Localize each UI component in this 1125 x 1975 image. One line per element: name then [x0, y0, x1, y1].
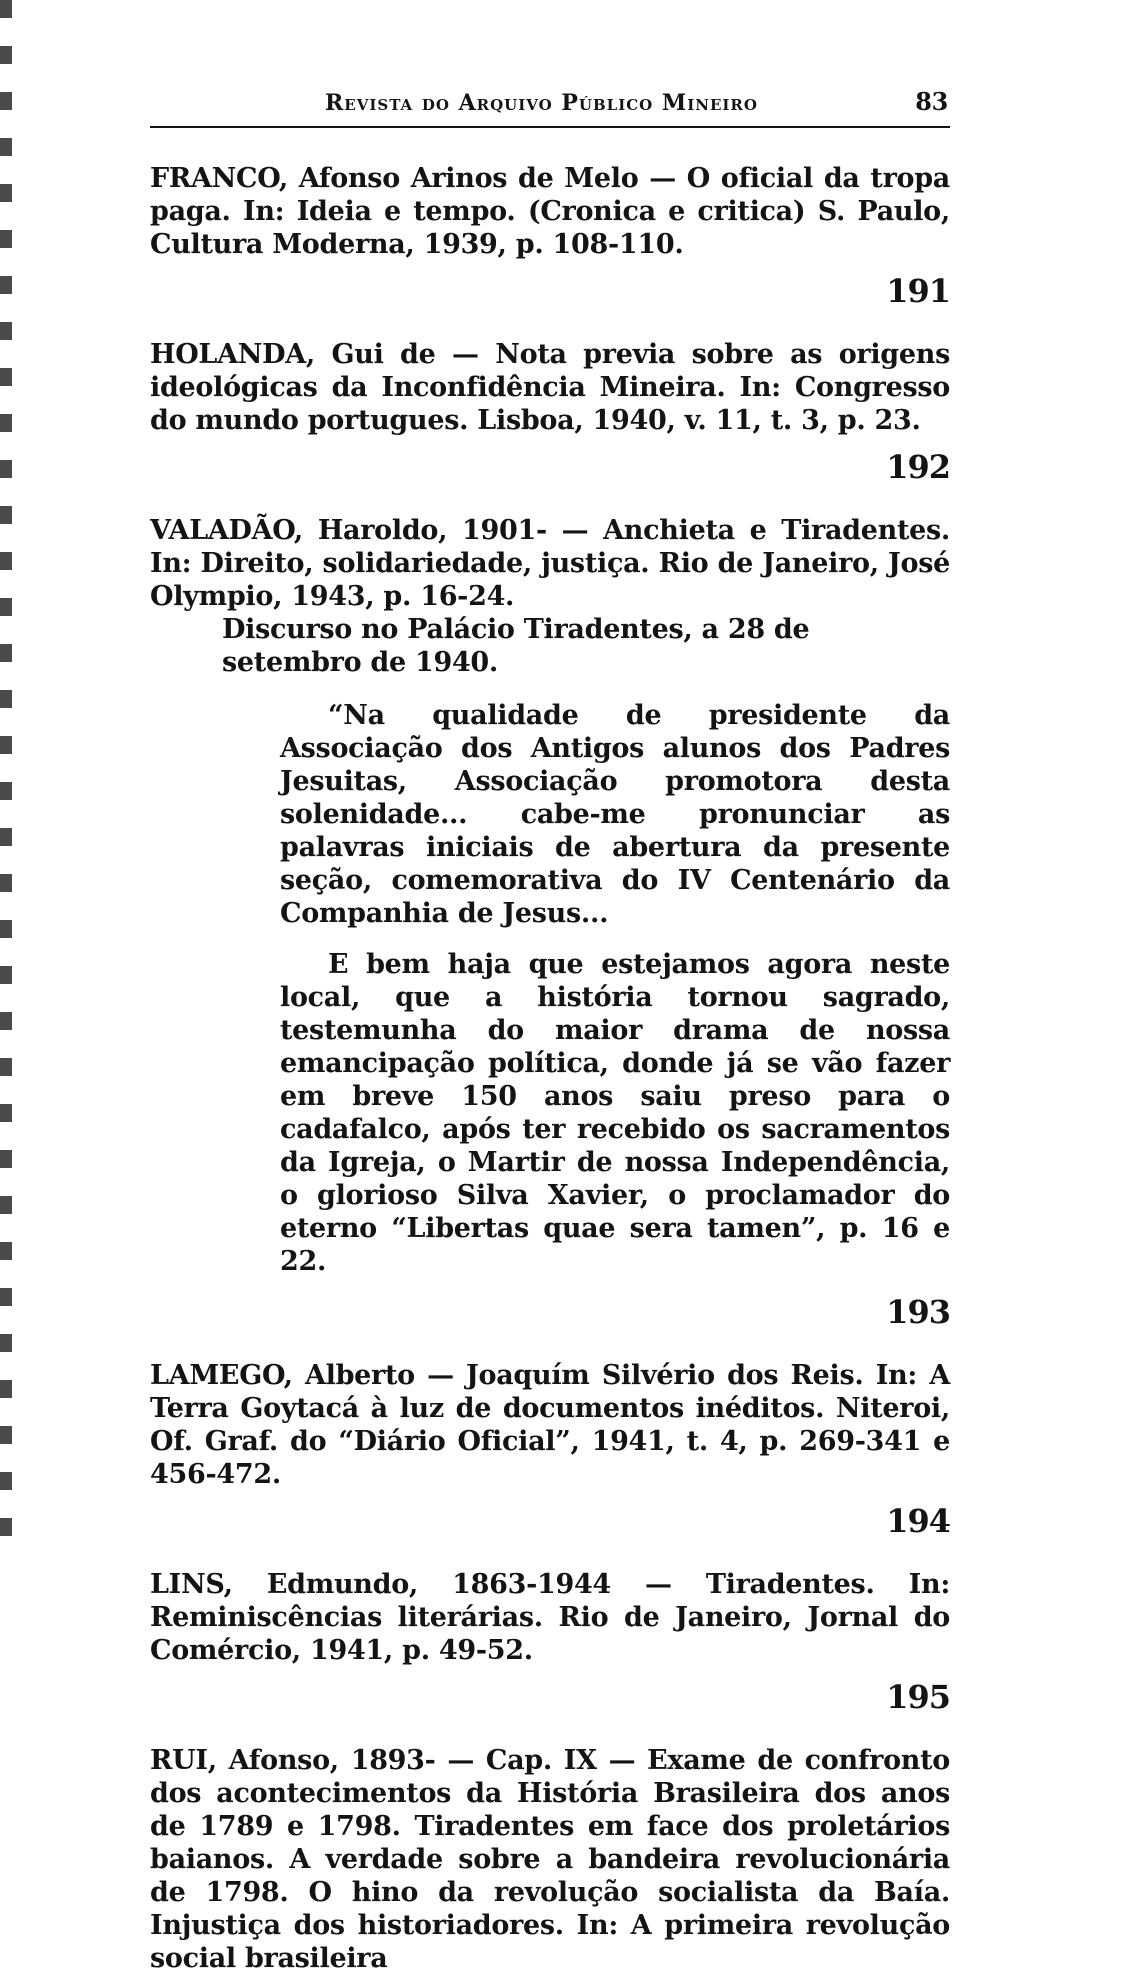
- entry-number: 192: [886, 448, 950, 486]
- bibliography-entry: LAMEGO, Alberto — Joaquím Silvério dos Reis. In: A Terra Goytacá à luz de documentos inéditos. Niteroi, Of. Graf. do “Diário Oficial”, 1941, t. 4, p. 269-341 e 456-472.: [150, 1360, 950, 1490]
- page-number: 83: [915, 87, 948, 116]
- entry-number: 193: [886, 1293, 950, 1331]
- entry-note: Discurso no Palácio Tiradentes, a 28 de setembro de 1940.: [222, 614, 810, 678]
- journal-title: Revista do Arquivo Público Mineiro: [325, 90, 758, 116]
- bibliography-entry: RUI, Afonso, 1893- — Cap. IX — Exame de confronto dos acontecimentos da História Brasileira dos anos de 1789 e 1798. Tiradentes em face dos proletários baianos. A verdade sobre a bandeira revolucionária de 1798. O hino da revolução socialista da Baía. Injustiça dos historiadores. In: A primeira revolução social brasileira: [150, 1745, 950, 1974]
- running-head: [150, 85, 950, 128]
- page-binding-edge: [0, 0, 12, 1555]
- entry-number: 195: [886, 1678, 950, 1716]
- quote-paragraph: E bem haja que estejamos agora neste local, que a história tornou sagrado, testemunha do maior drama de nossa emancipação política, donde já se vão fazer em breve 150 anos saiu preso para o cadafalco, após ter recebido os sacramentos da Igreja, o Martir de nossa Independência, o glorioso Silva Xavier, o proclamador do eterno “Libertas quae sera tamen”, p. 16 e 22.: [280, 949, 950, 1277]
- block-quote: [280, 699, 950, 1278]
- entry-number: 191: [886, 272, 950, 310]
- bibliography-entry: FRANCO, Afonso Arinos de Melo — O oficial da tropa paga. In: Ideia e tempo. (Cronica e critica) S. Paulo, Cultura Moderna, 1939, p. 108-110.: [150, 163, 950, 260]
- document-page: [150, 85, 950, 1975]
- bibliography-entry: LINS, Edmundo, 1863-1944 — Tiradentes. In: Reminiscências literárias. Rio de Janeiro, Jornal do Comércio, 1941, p. 49-52.: [150, 1569, 950, 1666]
- bibliography-entry: HOLANDA, Gui de — Nota previa sobre as origens ideológicas da Inconfidência Mineira. In: Congresso do mundo portugues. Lisboa, 1940, v. 11, t. 3, p. 23.: [150, 339, 950, 436]
- quote-paragraph: “Na qualidade de presidente da Associação dos Antigos alunos dos Padres Jesuitas, Associação promotora desta solenidade... cabe-me pronunciar as palavras iniciais de abertura da presente seção, comemorativa do IV Centenário da Companhia de Jesus...: [280, 700, 950, 929]
- bibliography-entry: VALADÃO, Haroldo, 1901- — Anchieta e Tiradentes. In: Direito, solidariedade, justiça. Rio de Janeiro, José Olympio, 1943, p. 16-24.: [150, 515, 950, 612]
- entry-number: 194: [886, 1502, 950, 1540]
